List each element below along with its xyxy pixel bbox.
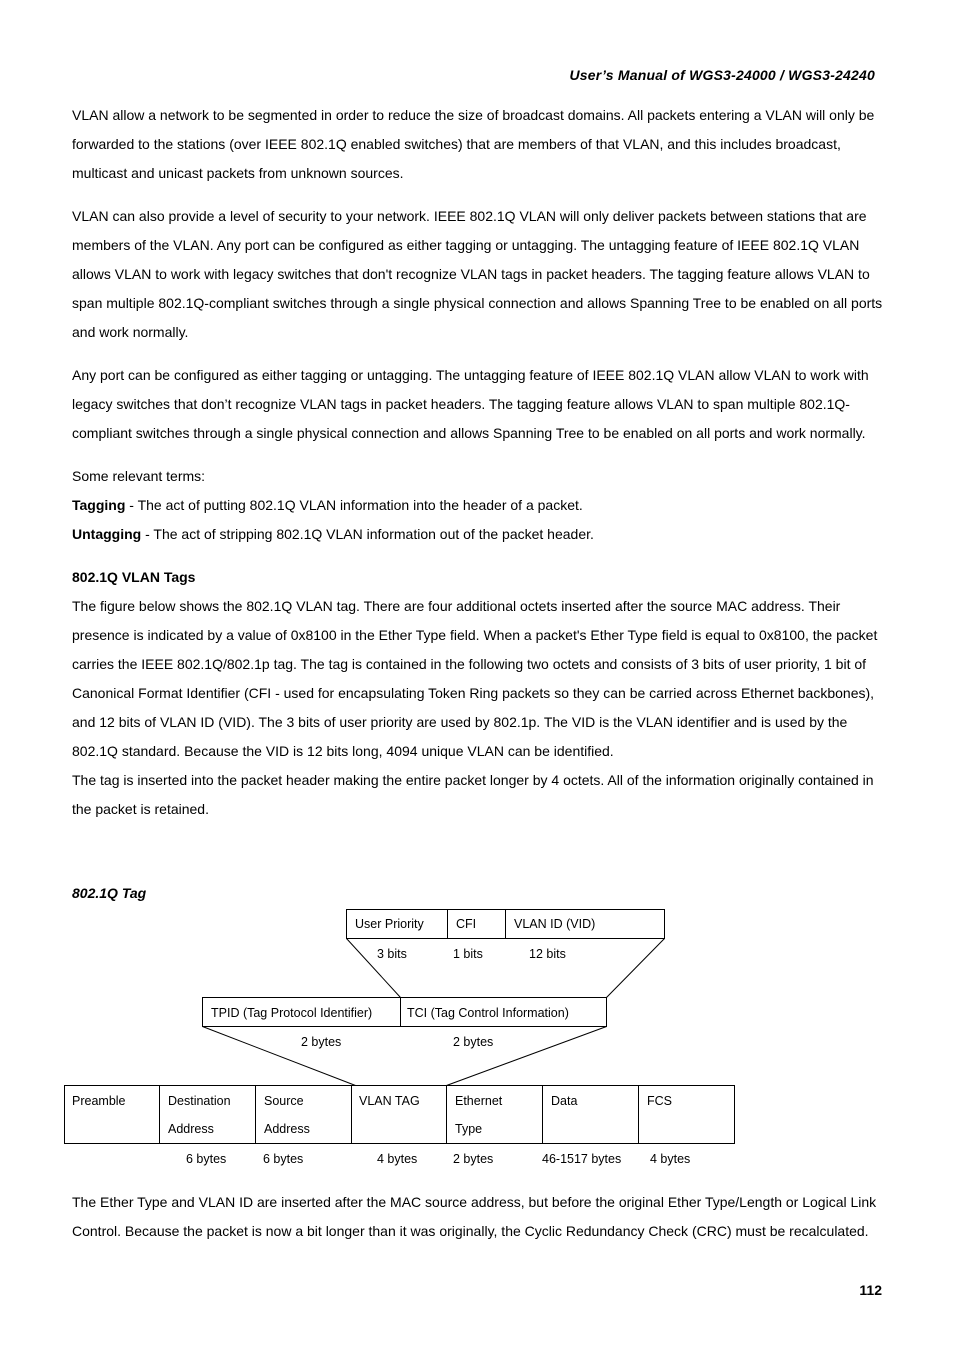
term-tagging-name: Tagging	[72, 497, 126, 513]
term-tagging-definition: - The act of putting 802.1Q VLAN information into the header of a packet.	[125, 497, 583, 513]
tci-field-user-priority: User Priority	[355, 917, 424, 931]
frame-box	[65, 1086, 735, 1144]
frame-field-fcs: FCS	[647, 1094, 672, 1108]
tag-field-tpid: TPID (Tag Protocol Identifier)	[211, 1006, 373, 1020]
body-text	[72, 101, 884, 824]
frame-size-ethernet-type: 2 bytes	[453, 1152, 494, 1166]
tci-size-vlan-id: 12 bits	[529, 947, 566, 961]
tci-field-vlan-id: VLAN ID (VID)	[514, 917, 596, 931]
frame-field-source: Source	[264, 1094, 304, 1108]
frame-size-source: 6 bytes	[263, 1152, 304, 1166]
paragraph-tag-insertion: The tag is inserted into the packet header making the entire packet longer by 4 octets. All of the information originally contained in the packet is retained.	[72, 772, 874, 817]
tci-box	[347, 910, 665, 939]
paragraph-port-tagging: Any port can be configured as either tagging or untagging. The untagging feature of IEEE 802.1Q VLAN allow VLAN to work with legacy switches that don’t recognize VLAN tags in packet headers. The tagging feature allows VLAN to span multiple 802.1Q-compliant switches through a single physical connection and allows Spanning Tree to be enabled on all ports and work normally.	[72, 367, 869, 441]
tci-field-cfi: CFI	[456, 917, 477, 931]
paragraph-tag-description: The figure below shows the 802.1Q VLAN tag. There are four additional octets inserted after the source MAC address. Their presence is indicated by a value of 0x8100 in the Ether Type field. When a packet's Ether Type field is equal to 0x8100, the packet carries the IEEE 802.1Q/802.1p tag. The tag is contained in the following two octets and consists of 3 bits of user priority, 1 bit of Canonical Format Identifier (CFI - used for encapsulating Token Ring packets so they can be carried across Ethernet backbones), and 12 bits of VLAN ID (VID). The 3 bits of user priority are used by 802.1p. The VID is the VLAN identifier and is used by the 802.1Q standard. Because the VID is 12 bits long, 4094 unique VLAN can be identified.	[72, 598, 878, 759]
frame-field-destination: Destination	[168, 1094, 231, 1108]
frame-field-source-line2: Address	[264, 1122, 310, 1136]
connector-line	[347, 939, 401, 998]
frame-size-vlan-tag: 4 bytes	[377, 1152, 418, 1166]
frame-field-ethernet: Ethernet	[455, 1094, 503, 1108]
page-number: 112	[859, 1282, 882, 1298]
connector-line	[607, 939, 665, 998]
tci-size-user-priority: 3 bits	[377, 947, 407, 961]
frame-field-data: Data	[551, 1094, 578, 1108]
paragraph-vlan-security: VLAN can also provide a level of security to your network. IEEE 802.1Q VLAN will only deliver packets between stations that are members of the VLAN. Any port can be configured as either tagging or untagging. The untagging feature of IEEE 802.1Q VLAN allows VLAN to work with legacy switches that don't recognize VLAN tags in packet headers. The tagging feature allows VLAN to span multiple 802.1Q-compliant switches through a single physical connection and allows Spanning Tree to be enabled on all ports and work normally.	[72, 208, 883, 340]
manual-header: User’s Manual of WGS3-24000 / WGS3-24240	[569, 67, 875, 83]
frame-size-destination: 6 bytes	[186, 1152, 227, 1166]
frame-field-destination-line2: Address	[168, 1122, 214, 1136]
term-untagging-name: Untagging	[72, 526, 142, 542]
tag-size-tpid: 2 bytes	[301, 1035, 342, 1049]
term-tagging	[72, 491, 884, 520]
connector-line	[447, 1027, 607, 1086]
frame-size-data: 46-1517 bytes	[542, 1152, 622, 1166]
tag-box	[203, 998, 607, 1027]
paragraph-crc: The Ether Type and VLAN ID are inserted after the MAC source address, but before the original Ether Type/Length or Logical Link Control. Because the packet is now a bit longer than it was originally, the Cyclic Redundancy Check (CRC) must be recalculated.	[72, 1194, 877, 1239]
frame-size-fcs: 4 bytes	[650, 1152, 691, 1166]
frame-field-preamble: Preamble	[72, 1094, 126, 1108]
term-untagging	[72, 520, 884, 549]
terms-intro: Some relevant terms:	[72, 468, 206, 484]
figure-title: 802.1Q Tag	[72, 885, 147, 901]
term-untagging-definition: - The act of stripping 802.1Q VLAN information out of the packet header.	[141, 526, 594, 542]
tag-size-tci: 2 bytes	[453, 1035, 494, 1049]
frame-field-ethernet-line2: Type	[455, 1122, 483, 1136]
paragraph-vlan-intro: VLAN allow a network to be segmented in order to reduce the size of broadcast domains. All packets entering a VLAN will only be forwarded to the stations (over IEEE 802.1Q enabled switches) that are members of that VLAN, and this includes broadcast, multicast and unicast packets from unknown sources.	[72, 107, 875, 181]
tci-size-cfi: 1 bits	[453, 947, 483, 961]
frame-field-vlan-tag: VLAN TAG	[359, 1094, 420, 1108]
tag-field-tci: TCI (Tag Control Information)	[407, 1006, 569, 1020]
section-title: 802.1Q VLAN Tags	[72, 569, 196, 585]
connector-line	[203, 1027, 356, 1086]
